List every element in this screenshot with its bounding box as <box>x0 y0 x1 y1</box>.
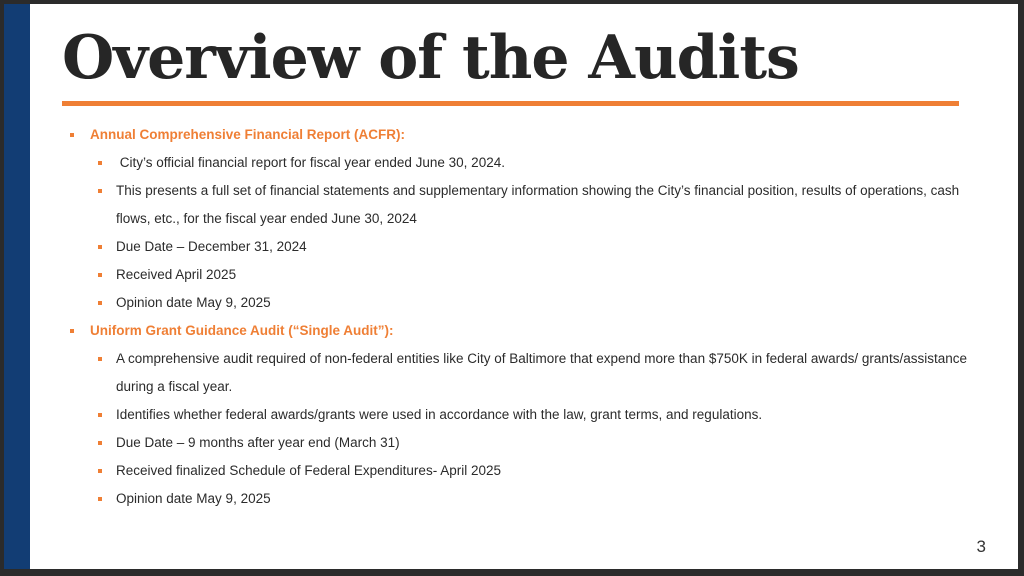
bullet-icon <box>98 161 102 165</box>
bullet-icon <box>98 469 102 473</box>
bullet-icon <box>98 273 102 277</box>
list-item-text: Received April 2025 <box>116 267 237 282</box>
bullet-icon <box>98 441 102 445</box>
list-item <box>68 429 968 457</box>
list-item-text: Identifies whether federal awards/grants were used in accordance with the law, grant terms, and regulations. <box>116 407 763 422</box>
section-heading-single-audit <box>68 317 968 345</box>
bullet-icon <box>98 497 102 501</box>
list-item-text: Due Date – 9 months after year end (March 31) <box>116 435 400 450</box>
bullet-icon <box>98 301 102 305</box>
page-number: 3 <box>976 537 986 556</box>
slide-title: Overview of the Audits <box>62 23 799 93</box>
bullet-icon <box>98 357 102 361</box>
list-item-text: A comprehensive audit required of non-federal entities like City of Baltimore that expend more than $750K in federal awards/ grants/assistance during a fiscal year. <box>116 351 967 394</box>
list-item <box>68 233 968 261</box>
bullet-icon <box>98 413 102 417</box>
list-item <box>68 261 968 289</box>
list-item <box>68 289 968 317</box>
section-heading-acfr <box>68 121 968 149</box>
list-item-text: Due Date – December 31, 2024 <box>116 239 307 254</box>
section-heading-text: Uniform Grant Guidance Audit (“Single Audit”): <box>90 323 394 338</box>
list-item-text: This presents a full set of financial statements and supplementary information showing the City’s financial position, results of operations, cash flows, etc., for the fiscal year ended June 30, 2024 <box>116 183 960 226</box>
section-heading-text: Annual Comprehensive Financial Report (ACFR): <box>90 127 406 142</box>
bullet-icon <box>98 245 102 249</box>
list-item <box>68 401 968 429</box>
list-item <box>68 345 968 401</box>
screen-edge <box>1018 0 1024 576</box>
list-item-text: Received finalized Schedule of Federal Expenditures- April 2025 <box>116 463 501 478</box>
list-item-text: Opinion date May 9, 2025 <box>116 295 271 310</box>
bullet-list <box>68 121 968 513</box>
bullet-icon <box>98 189 102 193</box>
title-underline <box>62 101 959 106</box>
list-item <box>68 149 968 177</box>
slide <box>4 4 1018 569</box>
bullet-icon <box>70 329 74 333</box>
list-item <box>68 177 968 233</box>
list-item-text: City’s official financial report for fiscal year ended June 30, 2024. <box>116 155 505 170</box>
bullet-icon <box>70 133 74 137</box>
list-item <box>68 485 968 513</box>
list-item <box>68 457 968 485</box>
list-item-text: Opinion date May 9, 2025 <box>116 491 271 506</box>
side-accent-bar <box>4 4 30 569</box>
